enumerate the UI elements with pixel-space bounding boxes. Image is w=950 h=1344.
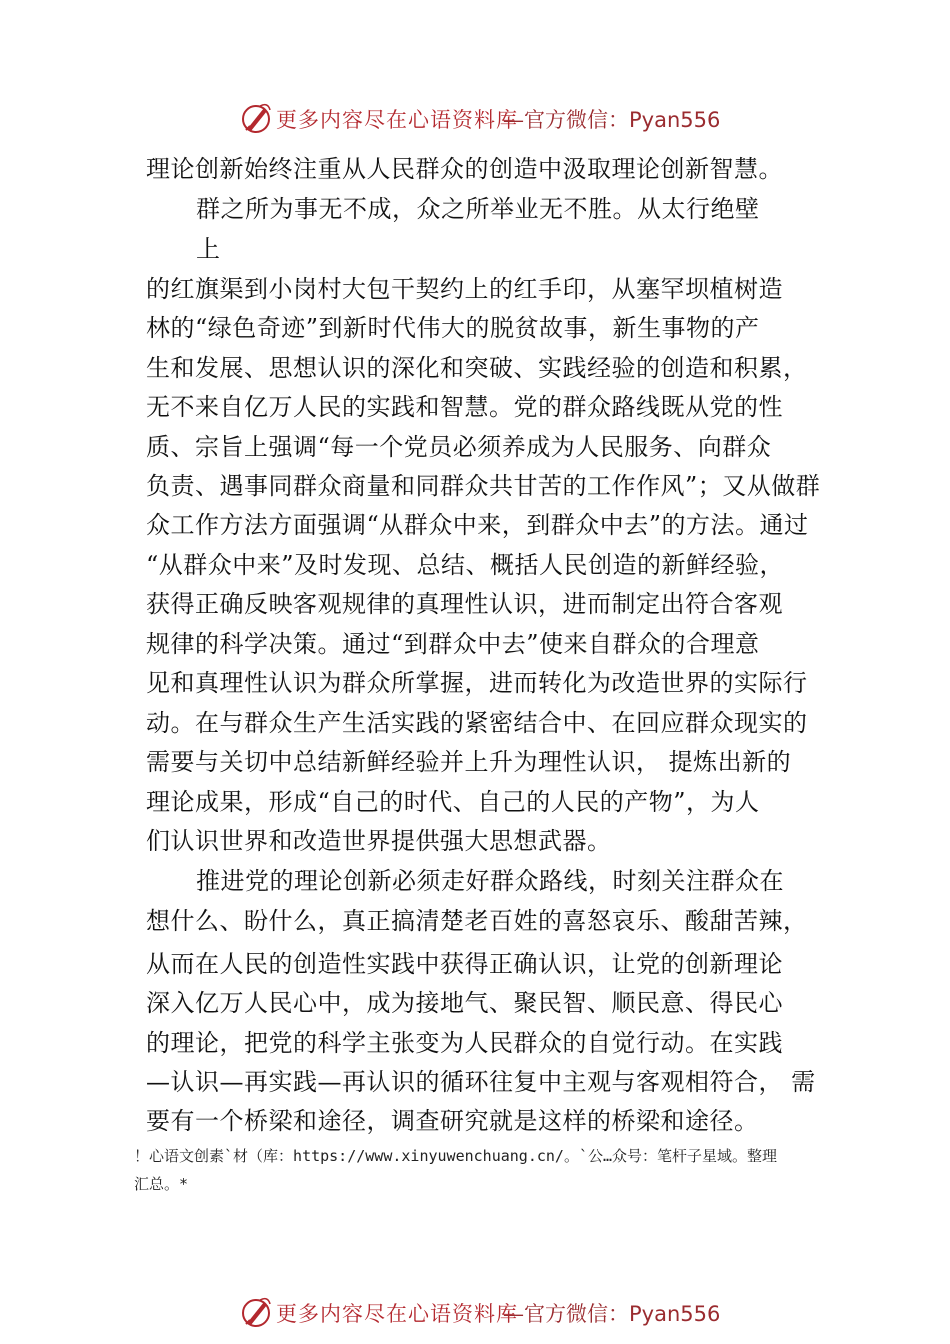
- body-line: 见和真理性认识为群众所掌握，进而转化为改造世界的实际行: [146, 669, 808, 697]
- body-line: 群之所为事无不成，众之所举业无不胜。从太行绝壁: [196, 195, 760, 223]
- wechat-account: Pyan556: [629, 1302, 721, 1326]
- footnote-line: 汇总。*: [134, 1175, 189, 1193]
- body-line: “从群众中来”及时发现、总结、概括人民创造的新鲜经验，: [146, 551, 785, 579]
- footnote-line: ！心语文创素`材（库：https://www.xinyuwenchuang.cn/。`公…众号：笔杆子星域。整理: [134, 1147, 778, 1165]
- body-line: 获得正确反映客观规律的真理性认识，进而制定出符合客观: [146, 590, 783, 618]
- wechat-contact: [503, 1298, 720, 1328]
- body-line: 理论成果，形成“自己的时代、自己的人民的产物”，为人: [146, 788, 760, 816]
- wechat-label: —官方微信：: [503, 108, 629, 132]
- body-line: 生和发展、思想认识的深化和突破、实践经验的创造和积累，: [146, 354, 808, 382]
- body-line: 深入亿万人民心中，成为接地气、聚民智、顺民意、得民心: [146, 989, 783, 1017]
- banner-title: 更多内容尽在心语资料库: [276, 108, 518, 132]
- body-line: 理论创新始终注重从人民群众的创造中汲取理论创新智慧。: [146, 155, 783, 183]
- body-line: 要有一个桥梁和途径，调查研究就是这样的桥梁和途径。: [146, 1107, 759, 1135]
- pen-nib-logo-icon: [238, 1294, 274, 1330]
- wechat-account: Pyan556: [629, 108, 721, 132]
- body-line: 无不来自亿万人民的实践和智慧。党的群众路线既从党的性: [146, 393, 783, 421]
- body-line: 规律的科学决策。通过“到群众中去”使来自群众的合理意: [146, 630, 760, 658]
- body-line: 的理论，把党的科学主张变为人民群众的自觉行动。在实践: [146, 1029, 783, 1057]
- wechat-label: —官方微信：: [503, 1302, 629, 1326]
- body-line: 的红旗渠到小岗村大包干契约上的红手印，从塞罕坝植树造: [146, 275, 783, 303]
- body-line: 质、宗旨上强调“每一个党员必须养成为人民服务、向群众: [146, 433, 772, 461]
- body-line: 需要与关切中总结新鲜经验并上升为理性认识， 提炼出新的: [146, 748, 792, 776]
- body-line: 动。在与群众生产生活实践的紧密结合中、在回应群众现实的: [146, 709, 808, 737]
- body-line: —认识—再实践—再认识的循环往复中主观与客观相符合， 需: [146, 1068, 816, 1096]
- header-banner: [0, 96, 950, 136]
- body-line: 想什么、盼什么，真正搞清楚老百姓的喜怒哀乐、酸甜苦辣，: [146, 907, 808, 935]
- body-line: 众工作方法方面强调“从群众中来，到群众中去”的方法。通过: [146, 511, 809, 539]
- body-line: 上: [196, 235, 221, 263]
- wechat-contact: [503, 104, 720, 134]
- body-line: 林的“绿色奇迹”到新时代伟大的脱贫故事，新生事物的产: [146, 314, 760, 342]
- body-line: 从而在人民的创造性实践中获得正确认识，让党的创新理论: [146, 950, 783, 978]
- body-line: 负责、遇事同群众商量和同群众共甘苦的工作作风”；又从做群: [146, 472, 821, 500]
- pen-nib-logo-icon: [238, 100, 274, 136]
- banner-title: 更多内容尽在心语资料库: [276, 1302, 518, 1326]
- body-line: 推进党的理论创新必须走好群众路线，时刻关注群众在: [196, 867, 784, 895]
- footer-banner: [0, 1290, 950, 1330]
- body-line: 们认识世界和改造世界提供强大思想武器。: [146, 827, 612, 855]
